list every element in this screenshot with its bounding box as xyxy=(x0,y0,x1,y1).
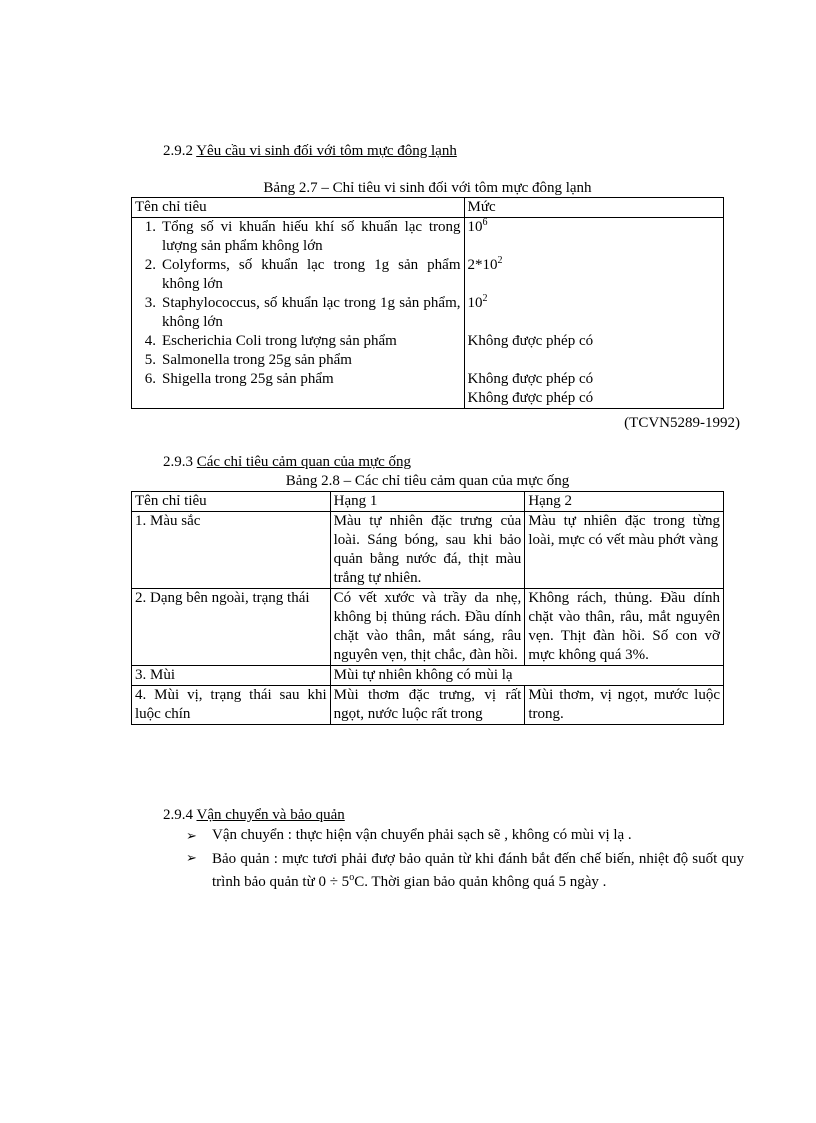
merged-cell: Mùi tự nhiên không có mùi lạ xyxy=(330,666,723,686)
item-text: Tổng số vi khuẩn hiếu khí số khuẩn lạc trong lượng sản phẩm không lớn xyxy=(162,219,461,254)
grade1-cell: Mùi thơm đặc trưng, vị rất ngọt, nước luộc rất trong xyxy=(330,686,525,725)
header-cell: Mức xyxy=(464,198,724,218)
header-cell: Hạng 2 xyxy=(525,492,724,512)
header-cell: Tên chỉ tiêu xyxy=(132,198,465,218)
criteria-cell: 3. Mùi xyxy=(132,666,331,686)
bullet-text: Vận chuyển : thực hiện vận chuyển phải sạch sẽ , không có mùi vị lạ . xyxy=(212,827,632,843)
section-title: Vận chuyển và bảo quản xyxy=(196,807,345,823)
section-title: Các chỉ tiêu cảm quan của mực ống xyxy=(196,454,412,470)
item-text: Shigella trong 25g sản phẩm xyxy=(162,371,334,387)
criteria-cell: 4. Mùi vị, trạng thái sau khi luộc chín xyxy=(132,686,331,725)
list-item xyxy=(138,294,461,332)
table-source: (TCVN5289-1992) xyxy=(624,415,740,431)
criteria-cell: 1. Màu sắc xyxy=(132,512,331,589)
list-item xyxy=(138,351,461,370)
grade2-cell: Màu tự nhiên đặc trong từng loài, mực có vết màu phớt vàng xyxy=(525,512,724,589)
section-2-9-4-heading xyxy=(163,806,345,825)
level-value: Không được phép có xyxy=(467,371,594,387)
table-row xyxy=(132,666,724,686)
list-item xyxy=(186,848,744,894)
table-row xyxy=(132,686,724,725)
table-row xyxy=(132,589,724,666)
criteria-cell: 2. Dạng bên ngoài, trạng thái xyxy=(132,589,331,666)
arrow-bullet-icon: ➢ xyxy=(186,850,197,865)
table-header-row xyxy=(132,198,724,218)
section-number: 2.9.2 xyxy=(163,143,193,159)
table-2-7-caption: Bảng 2.7 – Chỉ tiêu vi sinh đối với tôm mực đông lạnh xyxy=(263,180,592,196)
item-number: 6. xyxy=(144,371,156,387)
item-number: 2. xyxy=(144,257,156,273)
item-text: Salmonella trong 25g sản phẩm xyxy=(162,352,352,368)
list-item xyxy=(138,256,461,294)
item-number: 3. xyxy=(144,295,156,311)
table-2-8 xyxy=(131,491,724,725)
section-title: Yêu cầu vi sinh đối với tôm mực đông lạnh xyxy=(196,143,457,159)
level-value: $10^6$ xyxy=(467,217,488,235)
grade1-cell: Có vết xước và trầy da nhẹ, không bị thủng rách. Đầu dính chặt vào thân, mắt sáng, râu nguyên vẹn, thịt chắc, đàn hồi. xyxy=(330,589,525,666)
arrow-bullet-icon: ➢ xyxy=(186,828,197,843)
level-value: Không được phép có xyxy=(467,390,594,406)
item-number: 1. xyxy=(144,219,156,235)
item-text: Escherichia Coli trong lượng sản phẩm xyxy=(162,333,397,349)
section-number: 2.9.4 xyxy=(163,807,193,823)
table-row xyxy=(132,512,724,589)
header-cell: Hạng 1 xyxy=(330,492,525,512)
list-item xyxy=(138,370,461,389)
list-item xyxy=(138,332,461,351)
grade2-cell: Mùi thơm, vị ngọt, mước luộc trong. xyxy=(525,686,724,725)
header-cell: Tên chỉ tiêu xyxy=(132,492,331,512)
list-item xyxy=(186,826,744,845)
level-list-cell xyxy=(464,218,724,409)
level-value: Không được phép có xyxy=(467,333,594,349)
section-2-9-3-heading xyxy=(163,453,411,472)
table-header-row xyxy=(132,492,724,512)
table-body xyxy=(132,218,724,409)
table-2-7 xyxy=(131,197,724,409)
item-number: 5. xyxy=(144,352,156,368)
bullet-text: Bảo quản : mực tươi phải đượ bảo quản từ khi đánh bắt đến chế biến, nhiệt độ suốt quy trình bảo quản từ $0 \div 5^oC$. Thời gian bảo quản không quá 5 ngày . xyxy=(212,851,744,890)
level-value: $2*10^2$ xyxy=(467,255,503,273)
bullet-list xyxy=(186,826,744,894)
section-2-9-2-heading xyxy=(163,142,457,161)
item-text: Colyforms, số khuẩn lạc trong 1g sản phẩm không lớn xyxy=(162,257,461,292)
item-text: Staphylococcus, số khuẩn lạc trong 1g sản phẩm, không lớn xyxy=(162,295,461,330)
table-2-8-caption: Bảng 2.8 – Các chỉ tiêu cảm quan của mực ống xyxy=(285,473,570,489)
grade1-cell: Màu tự nhiên đặc trưng của loài. Sáng bóng, sau khi bảo quản bằng nước đá, thịt màu trắng tự nhiên. xyxy=(330,512,525,589)
level-value: $10^2$ xyxy=(467,293,488,311)
list-item xyxy=(138,218,461,256)
grade2-cell: Không rách, thủng. Đầu dính chặt vào thân, râu, mắt nguyên vẹn. Thịt đàn hồi. Số con vỡ mực không quá 3%. xyxy=(525,589,724,666)
item-number: 4. xyxy=(144,333,156,349)
section-number: 2.9.3 xyxy=(163,454,193,470)
criteria-list-cell xyxy=(132,218,465,409)
